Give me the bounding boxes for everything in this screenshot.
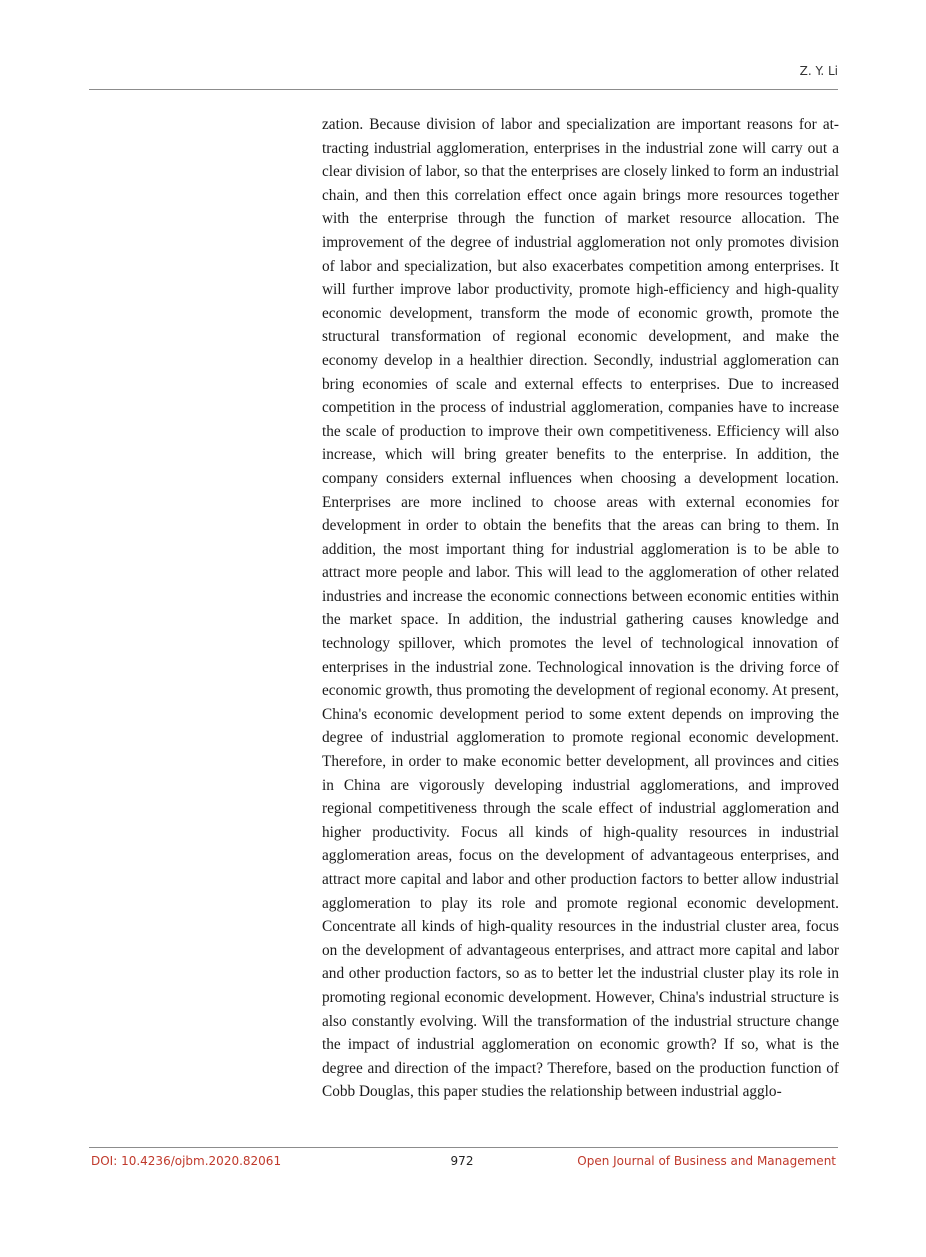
journal-name-link[interactable]: Open Journal of Business and Management <box>577 1154 836 1168</box>
body-paragraph: zation. Because division of labor and specialization are important reasons for attracting industrial agglomeration, enterprises in the industrial zone will carry out a clear division of labor, so that the enterprises are closely linked to form an industrial chain, and then this correlation effect once again brings more resources together with the enterprise through the function of market resource allocation. The improvement of the degree of industrial agglomeration not only promotes division of labor and specialization, but also exacerbates competition among enterprises. It will further improve labor productivity, promote high-efficiency and high-quality economic development, transform the mode of economic growth, promote the structural transformation of regional economic development, and make the economy develop in a healthier direction. Secondly, industrial agglomeration can bring economies of scale and external effects to enterprises. Due to increased competition in the process of industrial agglomeration, companies have to increase the scale of production to improve their own competitiveness. Efficiency will also increase, which will bring greater benefits to the enterprise. In addition, the company considers external influences when choosing a development location. Enterprises are more inclined to choose areas with external economies for development in order to obtain the benefits that the areas can bring to them. In addition, the most important thing for industrial agglomeration is to be able to attract more people and labor. This will lead to the agglomeration of other related industries and increase the economic connections between economic entities within the market space. In addition, the industrial gathering causes knowledge and technology spillover, which promotes the level of technological innovation of enterprises in the industrial zone. Technological innovation is the driving force of economic growth, thus promoting the development of regional economy. At present, China's economic development period to some extent depends on improving the degree of industrial agglomeration to promote regional economic development. Therefore, in order to make economic better development, all provinces and cities in China are vigorously developing industrial agglomerations, and improved regional competitiveness through the scale effect of industrial agglomeration and higher productivity. Focus all kinds of high-quality resources in industrial agglomeration areas, focus on the development of advantageous enterprises, and attract more capital and labor and other production factors to better allow industrial agglomeration to play its role and promote regional economic development. Concentrate all kinds of high-quality resources in the industrial cluster area, focus on the development of advantageous enterprises, and attract more capital and labor and other production factors, so as to better let the industrial cluster play its role in promoting regional economic development. However, China's industrial structure is also constantly evolving. Will the transformation of the industrial structure change the impact of industrial agglomeration on economic growth? If so, what is the degree and direction of the impact? Therefore, based on the production function of Cobb Douglas, this paper studies the relationship between industrial agglo- <box>322 116 839 1101</box>
footer-divider <box>89 1147 838 1148</box>
running-header-author: Z. Y. Li <box>799 64 838 78</box>
header-divider <box>89 89 838 90</box>
doi-link[interactable]: DOI: 10.4236/ojbm.2020.82061 <box>91 1154 282 1168</box>
page-number: 972 <box>450 1154 474 1168</box>
page-footer <box>89 1154 838 1172</box>
